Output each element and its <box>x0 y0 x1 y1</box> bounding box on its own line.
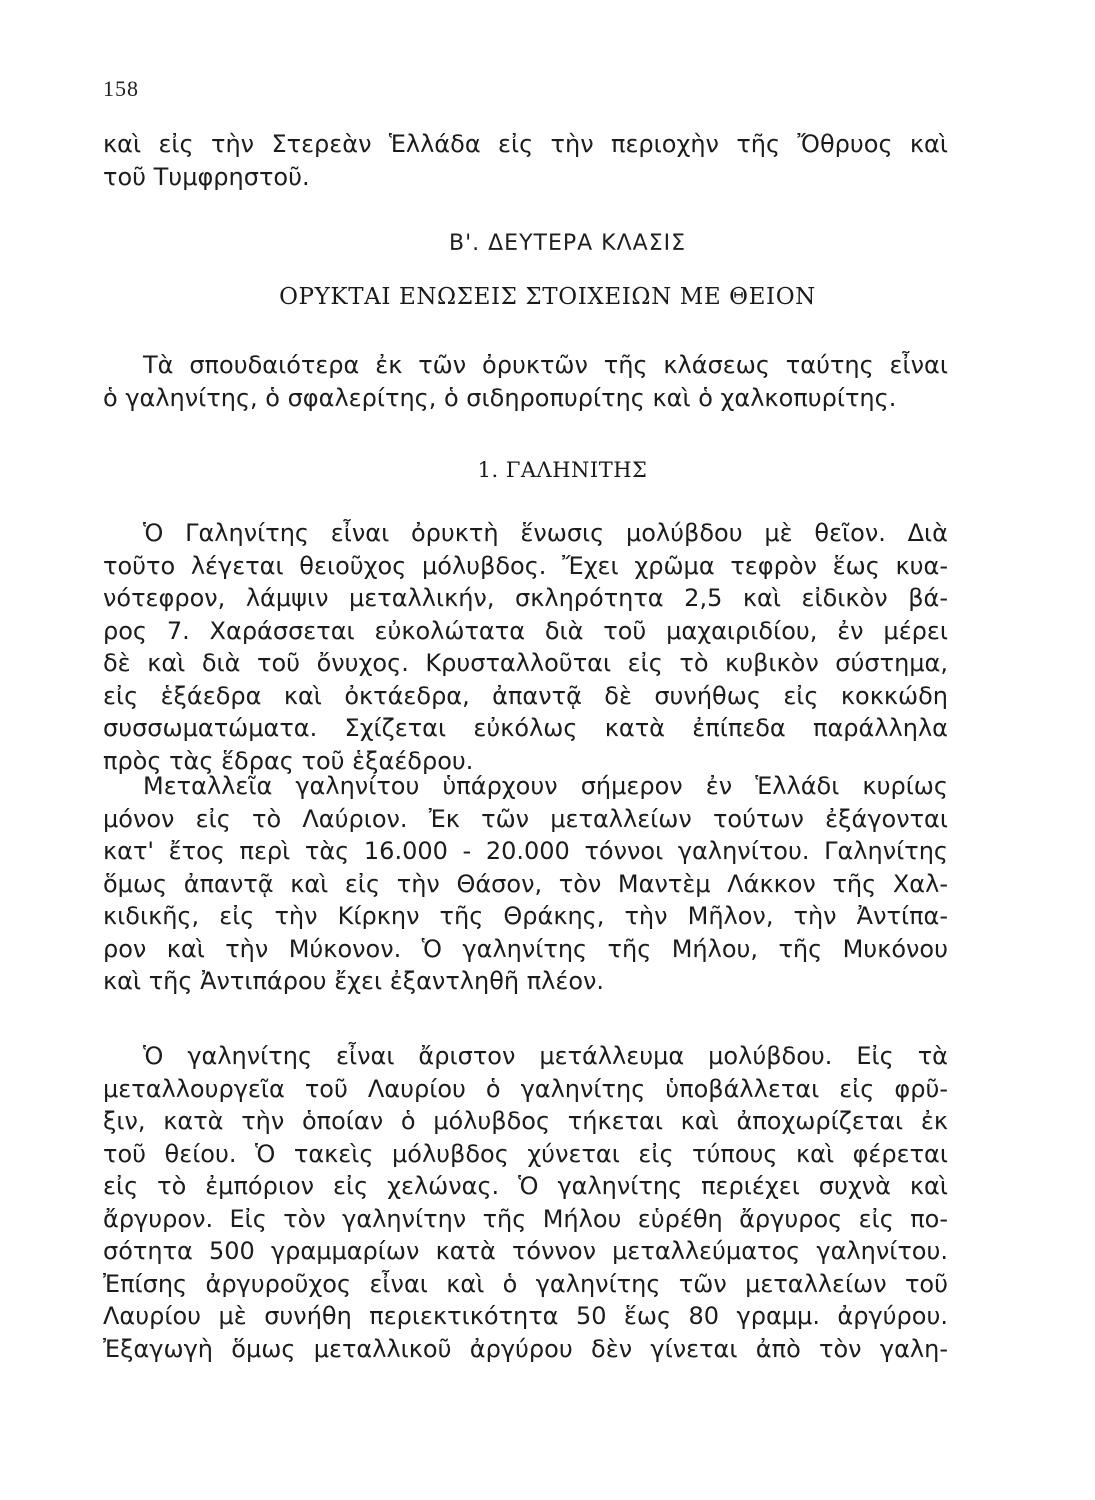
text-line: τοῦ Τυμφρηστοῦ. <box>103 162 310 191</box>
text-line: ὁ γαληνίτης, ὁ σφαλερίτης, ὁ σιδηροπυρίτης καὶ ὁ χαλκοπυρίτης. <box>103 383 897 412</box>
text-line: καὶ εἰς τὴν Στερεὰν Ἑλλάδα εἰς τὴν περιοχὴν τῆς Ὄθρυος καὶ <box>103 130 948 158</box>
chapter-title: ΟΡΥΚΤΑΙ ΕΝΩΣΕΙΣ ΣΤΟΙΧΕΙΩΝ ΜΕ ΘΕΙΟΝ <box>279 284 816 310</box>
text-line: συσσωματώματα. Σχίζεται εὐκόλως κατὰ ἐπίπεδα παράλληλα <box>103 714 948 742</box>
text-line: Ἐξαγωγὴ ὅμως μεταλλικοῦ ἀργύρου δὲν γίνεται ἀπὸ τὸν γαλη- <box>103 1334 948 1363</box>
text-line: νότεφρον, λάμψιν μεταλλικήν, σκληρότητα 2,5 καὶ εἰδικὸν βά- <box>103 584 948 612</box>
text-line: τοῦ θείου. Ὁ τακεὶς μόλυβδος χύνεται εἰς τύπους καὶ φέρεται <box>103 1139 948 1168</box>
ore-paragraph <box>103 1040 948 1365</box>
text-line: Ὁ γαληνίτης εἶναι ἄριστον μετάλλευμα μολύβδου. Εἰς τὰ <box>143 1042 948 1070</box>
text-line: τοῦτο λέγεται θειοῦχος μόλυβδος. Ἔχει χρῶμα τεφρὸν ἕως κυα- <box>103 551 948 580</box>
text-line: ὅμως ἀπαντᾷ καὶ εἰς τὴν Θάσον, τὸν Μαντὲμ Λάκκον τῆς Χαλ- <box>103 869 948 898</box>
text-line: καὶ τῆς Ἀντιπάρου ἔχει ἐξαντληθῆ πλέον. <box>103 967 605 995</box>
text-line: Ὁ Γαληνίτης εἶναι ὀρυκτὴ ἕνωσις μολύβδου μὲ θεῖον. Διὰ <box>143 519 948 547</box>
section-label <box>0 231 1095 256</box>
section-label-text: Β'. ΔΕΥΤΕΡΑ ΚΛΑΣΙΣ <box>449 231 686 256</box>
text-line: Τὰ σπουδαιότερα ἐκ τῶν ὀρυκτῶν τῆς κλάσεως ταύτης εἶναι <box>143 351 948 379</box>
galena-description-paragraph <box>103 517 948 777</box>
text-line: ρον καὶ τὴν Μύκονον. Ὁ γαληνίτης τῆς Μήλου, τῆς Μυκόνου <box>103 934 948 963</box>
text-line: ξιν, κατὰ τὴν ὁποίαν ὁ μόλυβδος τήκεται καὶ ἀποχωρίζεται ἐκ <box>103 1107 948 1135</box>
text-line: σότητα 500 γραμμαρίων κατὰ τόννον μεταλλεύματος γαληνίτου. <box>103 1237 948 1265</box>
text-line: ἄργυρον. Εἰς τὸν γαληνίτην τῆς Μήλου εὑρέθη ἄργυρος εἰς πο- <box>103 1204 948 1233</box>
text-line: εἰς ἑξάεδρα καὶ ὀκτάεδρα, ἀπαντᾷ δὲ συνήθως εἰς κοκκώδη <box>103 681 948 710</box>
subsection-title <box>0 458 1095 482</box>
text-line: εἰς τὸ ἐμπόριον εἰς χελώνας. Ὁ γαληνίτης περιέχει συχνὰ καὶ <box>103 1172 948 1200</box>
text-line: Λαυρίου μὲ συνήθη περιεκτικότητα 50 ἕως 80 γραμμ. ἀργύρου. <box>103 1302 948 1330</box>
mines-paragraph <box>103 770 948 998</box>
text-line: δὲ καὶ διὰ τοῦ ὄνυχος. Κρυσταλλοῦται εἰς τὸ κυβικὸν σύστημα, <box>103 649 948 677</box>
text-line: μόνον εἰς τὸ Λαύριον. Ἐκ τῶν μεταλλείων τούτων ἐξάγονται <box>103 804 948 833</box>
intro-paragraph <box>103 349 948 414</box>
text-line: Μεταλλεῖα γαληνίτου ὑπάρχουν σήμερον ἐν Ἑλλάδι κυρίως <box>143 772 948 800</box>
text-line: ρος 7. Χαράσσεται εὐκολώτατα διὰ τοῦ μαχαιριδίου, ἐν μέρει <box>103 616 948 645</box>
opening-paragraph <box>103 128 948 193</box>
subsection-title-text: 1. ΓΑΛΗΝΙΤΗΣ <box>477 458 648 482</box>
text-line: Ἐπίσης ἀργυροῦχος εἶναι καὶ ὁ γαληνίτης τῶν μεταλλείων τοῦ <box>103 1269 948 1298</box>
text-line: πρὸς τὰς ἕδρας τοῦ ἑξαέδρου. <box>103 746 474 775</box>
text-line: μεταλλουργεῖα τοῦ Λαυρίου ὁ γαληνίτης ὑποβάλλεται εἰς φρῦ- <box>103 1074 948 1103</box>
page-number: 158 <box>103 76 139 101</box>
text-line: κιδικῆς, εἰς τὴν Κίρκην τῆς Θράκης, τὴν Μῆλον, τὴν Ἀντίπα- <box>103 902 948 930</box>
text-line: κατ' ἔτος περὶ τὰς 16.000 - 20.000 τόννοι γαληνίτου. Γαληνίτης <box>103 837 948 865</box>
